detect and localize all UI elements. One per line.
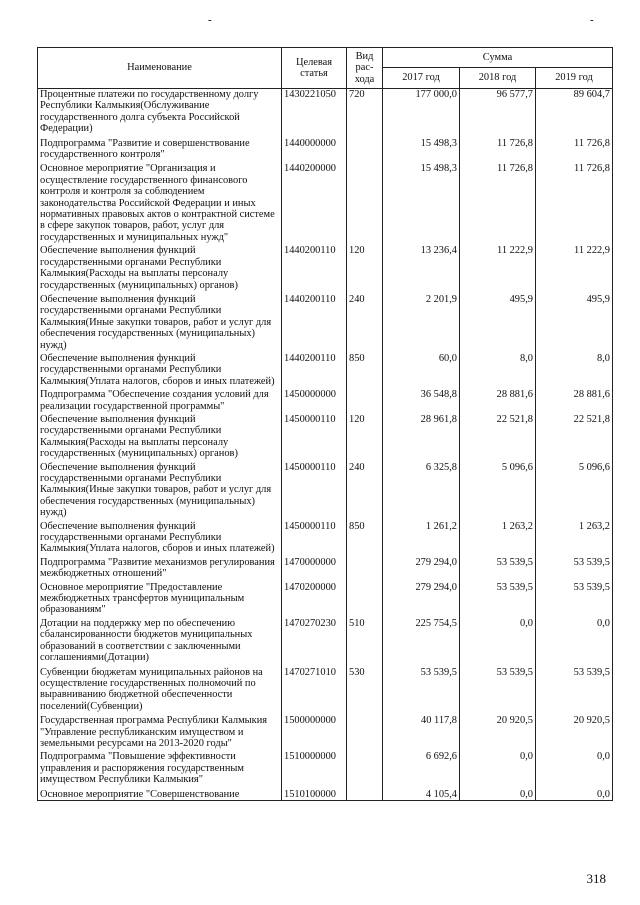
cell-code: 1500000000 xyxy=(282,715,347,751)
table-row xyxy=(38,751,613,788)
table-header xyxy=(38,48,613,89)
table-row xyxy=(38,618,613,667)
cell-code: 1430221050 xyxy=(282,89,347,138)
table-row xyxy=(38,294,613,353)
cell-sum-2017: 53 539,5 xyxy=(383,667,460,716)
cell-sum-2019: 11 726,8 xyxy=(536,163,613,245)
cell-vid: 120 xyxy=(347,245,383,294)
table-row xyxy=(38,557,613,582)
cell-sum-2017: 279 294,0 xyxy=(383,557,460,582)
cell-code: 1470271010 xyxy=(282,667,347,716)
cell-sum-2018: 20 920,5 xyxy=(460,715,536,751)
cell-vid xyxy=(347,789,383,801)
top-mark-left: - xyxy=(208,14,212,26)
table-row xyxy=(38,789,613,801)
cell-name: Обеспечение выполнения функций государственными органами Республики Калмыкия(Расходы на выплаты персоналу государственных (муниципальных) органов) xyxy=(38,245,282,294)
cell-name: Государственная программа Республики Калмыкия "Управление республиканским имуществом и земельными ресурсами на 2013-2020 годы" xyxy=(38,715,282,751)
header-target: Целевая статья xyxy=(282,48,347,89)
cell-name: Обеспечение выполнения функций государственными органами Республики Калмыкия(Уплата налогов, сборов и иных платежей) xyxy=(38,521,282,557)
cell-vid xyxy=(347,557,383,582)
cell-sum-2019: 1 263,2 xyxy=(536,521,613,557)
cell-sum-2019: 89 604,7 xyxy=(536,89,613,138)
table-row xyxy=(38,245,613,294)
cell-code: 1470200000 xyxy=(282,582,347,618)
cell-vid: 120 xyxy=(347,414,383,462)
cell-code: 1450000000 xyxy=(282,389,347,414)
table-row xyxy=(38,462,613,521)
cell-sum-2017: 1 261,2 xyxy=(383,521,460,557)
table-row xyxy=(38,414,613,462)
cell-sum-2019: 0,0 xyxy=(536,751,613,788)
table-row xyxy=(38,667,613,716)
cell-sum-2017: 4 105,4 xyxy=(383,789,460,801)
cell-name: Обеспечение выполнения функций государственными органами Республики Калмыкия(Расходы на выплаты персоналу государственных (муниципальных) органов) xyxy=(38,414,282,462)
cell-code: 1440200000 xyxy=(282,163,347,245)
cell-sum-2017: 40 117,8 xyxy=(383,715,460,751)
cell-code: 1450000110 xyxy=(282,414,347,462)
cell-vid xyxy=(347,138,383,164)
cell-sum-2018: 96 577,7 xyxy=(460,89,536,138)
cell-name: Подпрограмма "Развитие механизмов регулирования межбюджетных отношений" xyxy=(38,557,282,582)
cell-sum-2019: 8,0 xyxy=(536,353,613,389)
cell-code: 1450000110 xyxy=(282,462,347,521)
cell-sum-2018: 11 222,9 xyxy=(460,245,536,294)
header-year-2019: 2019 год xyxy=(536,68,613,89)
cell-sum-2018: 0,0 xyxy=(460,751,536,788)
cell-sum-2018: 28 881,6 xyxy=(460,389,536,414)
table-row xyxy=(38,163,613,245)
cell-name: Основное мероприятие "Организация и осуществление государственного финансового контроля и контроля за соблюдением законодательства Российской Федерации и иных нормативных правовых актов о контрактной системе в сфере закупок товаров, работ, услуг для государственных и муниципальных нужд" xyxy=(38,163,282,245)
header-year-2017: 2017 год xyxy=(383,68,460,89)
header-sum: Сумма xyxy=(383,48,613,68)
cell-sum-2018: 0,0 xyxy=(460,789,536,801)
cell-vid: 850 xyxy=(347,521,383,557)
cell-sum-2017: 6 692,6 xyxy=(383,751,460,788)
cell-sum-2018: 8,0 xyxy=(460,353,536,389)
cell-name: Субвенции бюджетам муниципальных районов на осуществление государственных полномочий по выравниванию бюджетной обеспеченности поселений(Субвенции) xyxy=(38,667,282,716)
cell-sum-2019: 53 539,5 xyxy=(536,582,613,618)
cell-name: Обеспечение выполнения функций государственными органами Республики Калмыкия(Иные закупки товаров, работ и услуг для обеспечения государственных (муниципальных) нужд) xyxy=(38,294,282,353)
cell-vid: 240 xyxy=(347,462,383,521)
cell-vid xyxy=(347,582,383,618)
cell-sum-2019: 53 539,5 xyxy=(536,557,613,582)
cell-sum-2019: 11 222,9 xyxy=(536,245,613,294)
cell-name: Подпрограмма "Развитие и совершенствование государственного контроля" xyxy=(38,138,282,164)
cell-sum-2019: 20 920,5 xyxy=(536,715,613,751)
cell-sum-2019: 0,0 xyxy=(536,618,613,667)
cell-vid xyxy=(347,389,383,414)
header-kind: Вид рас-хода xyxy=(347,48,383,89)
cell-name: Обеспечение выполнения функций государственными органами Республики Калмыкия(Уплата налогов, сборов и иных платежей) xyxy=(38,353,282,389)
cell-sum-2019: 53 539,5 xyxy=(536,667,613,716)
table-row xyxy=(38,715,613,751)
cell-sum-2018: 0,0 xyxy=(460,618,536,667)
cell-vid xyxy=(347,163,383,245)
cell-vid: 510 xyxy=(347,618,383,667)
table-body xyxy=(38,89,613,801)
cell-sum-2018: 495,9 xyxy=(460,294,536,353)
cell-code: 1450000110 xyxy=(282,521,347,557)
cell-name: Основное мероприятие "Предоставление межбюджетных трансфертов муниципальным образованиям" xyxy=(38,582,282,618)
cell-sum-2018: 22 521,8 xyxy=(460,414,536,462)
top-mark-right: - xyxy=(590,14,594,26)
cell-sum-2017: 6 325,8 xyxy=(383,462,460,521)
page-number: 318 xyxy=(586,871,606,886)
cell-sum-2018: 1 263,2 xyxy=(460,521,536,557)
cell-sum-2018: 11 726,8 xyxy=(460,138,536,164)
cell-sum-2019: 11 726,8 xyxy=(536,138,613,164)
cell-vid xyxy=(347,715,383,751)
cell-vid: 240 xyxy=(347,294,383,353)
cell-sum-2019: 0,0 xyxy=(536,789,613,801)
cell-code: 1440200110 xyxy=(282,294,347,353)
cell-vid: 850 xyxy=(347,353,383,389)
cell-sum-2018: 53 539,5 xyxy=(460,667,536,716)
cell-vid xyxy=(347,751,383,788)
cell-sum-2017: 36 548,8 xyxy=(383,389,460,414)
table-row xyxy=(38,353,613,389)
cell-vid: 530 xyxy=(347,667,383,716)
cell-sum-2017: 15 498,3 xyxy=(383,138,460,164)
cell-name: Подпрограмма "Обеспечение создания условий для реализации государственной программы" xyxy=(38,389,282,414)
cell-sum-2018: 5 096,6 xyxy=(460,462,536,521)
cell-code: 1440200110 xyxy=(282,353,347,389)
cell-code: 1470000000 xyxy=(282,557,347,582)
cell-sum-2019: 495,9 xyxy=(536,294,613,353)
header-name: Наименование xyxy=(38,48,282,89)
cell-code: 1510100000 xyxy=(282,789,347,801)
table-row xyxy=(38,89,613,138)
cell-sum-2018: 53 539,5 xyxy=(460,582,536,618)
cell-sum-2018: 11 726,8 xyxy=(460,163,536,245)
cell-code: 1440200110 xyxy=(282,245,347,294)
cell-sum-2017: 279 294,0 xyxy=(383,582,460,618)
cell-name: Дотации на поддержку мер по обеспечению сбалансированности бюджетов муниципальных образований в соответствии с заключенными соглашениями(Дотации) xyxy=(38,618,282,667)
table-row xyxy=(38,389,613,414)
table-row xyxy=(38,582,613,618)
cell-sum-2017: 13 236,4 xyxy=(383,245,460,294)
cell-vid: 720 xyxy=(347,89,383,138)
cell-sum-2018: 53 539,5 xyxy=(460,557,536,582)
budget-table xyxy=(37,47,613,801)
cell-name: Обеспечение выполнения функций государственными органами Республики Калмыкия(Иные закупки товаров, работ и услуг для обеспечения государственных (муниципальных) нужд) xyxy=(38,462,282,521)
cell-sum-2017: 177 000,0 xyxy=(383,89,460,138)
header-year-2018: 2018 год xyxy=(460,68,536,89)
cell-sum-2017: 28 961,8 xyxy=(383,414,460,462)
cell-sum-2017: 2 201,9 xyxy=(383,294,460,353)
cell-code: 1440000000 xyxy=(282,138,347,164)
cell-sum-2019: 5 096,6 xyxy=(536,462,613,521)
cell-name: Основное мероприятие "Совершенствование xyxy=(38,789,282,801)
cell-name: Подпрограмма "Повышение эффективности управления и распоряжения государственным имуществом Республики Калмыкия" xyxy=(38,751,282,788)
table-row xyxy=(38,521,613,557)
cell-sum-2017: 225 754,5 xyxy=(383,618,460,667)
cell-code: 1470270230 xyxy=(282,618,347,667)
table-row xyxy=(38,138,613,164)
cell-name: Процентные платежи по государственному долгу Республики Калмыкия(Обслуживание государственного долга субъекта Российской Федерации) xyxy=(38,89,282,138)
cell-sum-2019: 28 881,6 xyxy=(536,389,613,414)
cell-sum-2019: 22 521,8 xyxy=(536,414,613,462)
cell-code: 1510000000 xyxy=(282,751,347,788)
cell-sum-2017: 60,0 xyxy=(383,353,460,389)
cell-sum-2017: 15 498,3 xyxy=(383,163,460,245)
